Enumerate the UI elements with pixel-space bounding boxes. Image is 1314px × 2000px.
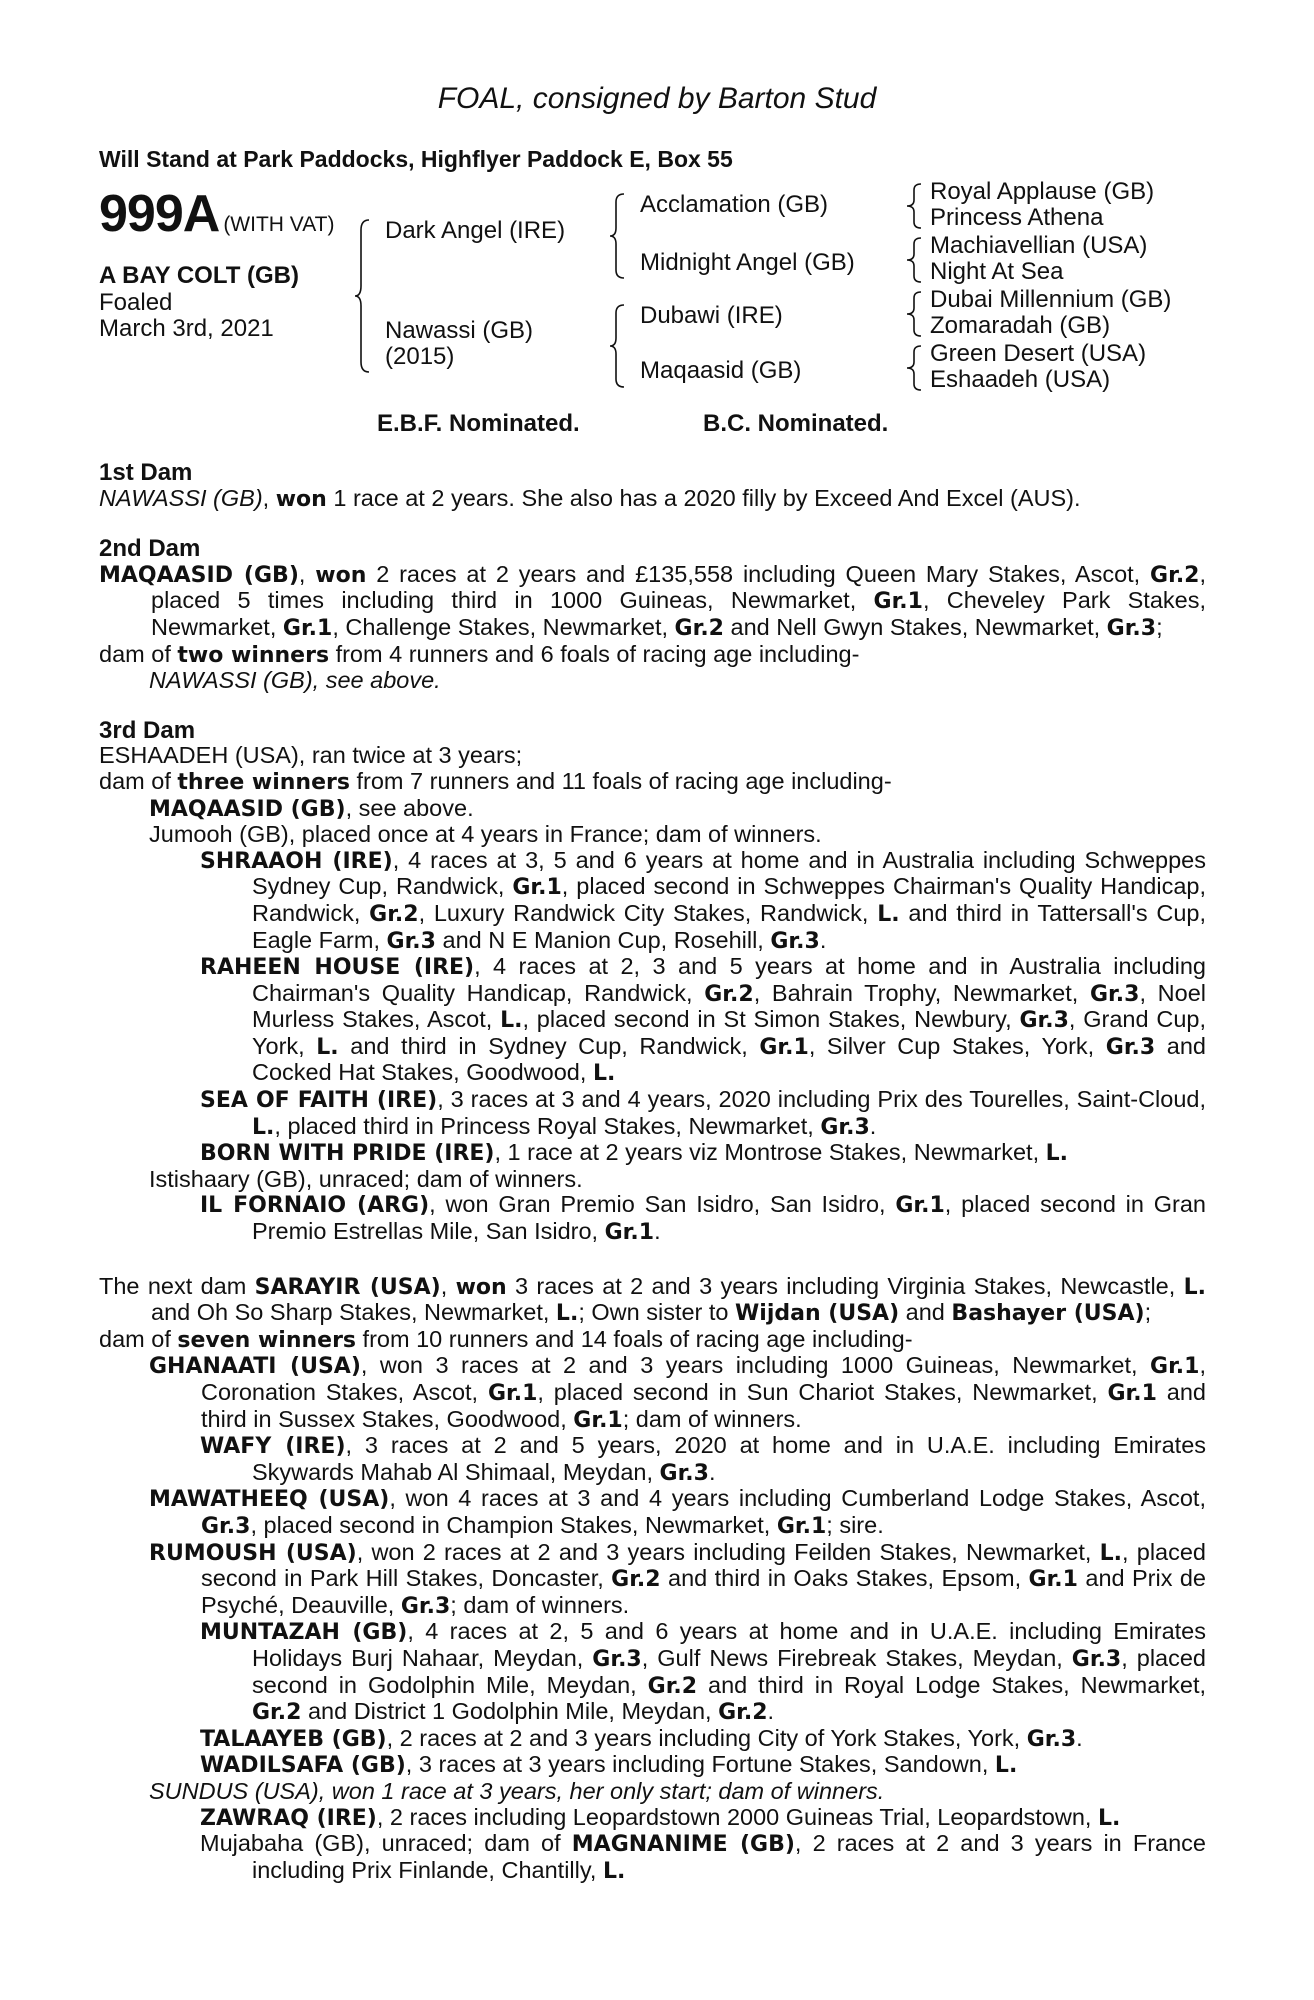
won-label: won <box>275 486 327 512</box>
produce-entry <box>99 1805 1206 1832</box>
second-dam-heading: 2nd Dam <box>99 535 201 563</box>
pedigree-dam-dam: Maqaasid (GB) <box>640 357 802 384</box>
horse-name: RUMOUSH (USA) <box>149 1540 357 1566</box>
text: , Noel Murless Stakes, Ascot, <box>252 979 1206 1033</box>
horse-name: WAFY (IRE) <box>200 1434 346 1460</box>
grade: Gr.2 <box>647 1673 698 1699</box>
text: ; Own sister to <box>578 1299 736 1326</box>
horse-name: IL FORNAIO (ARG) <box>200 1193 430 1219</box>
pedigree-gg-7: Green Desert (USA) <box>930 340 1147 367</box>
grade: L. <box>1183 1274 1206 1300</box>
pedigree-gg-5: Dubai Millennium (GB) <box>930 286 1172 313</box>
text: and third in Tattersall's Cup, Eagle Farm, <box>252 899 1206 953</box>
text: , 1 race at 2 years viz Montrose Stakes, Newmarket, <box>494 1139 1046 1166</box>
grade: Gr.3 <box>1105 1034 1156 1060</box>
text: , 3 races at 2 and 5 years, 2020 at home and in U.A.E. including Emirates Skywards Mahab Al Shimaal, Meydan, <box>252 1432 1207 1485</box>
grade: Gr.1 <box>1150 1354 1200 1380</box>
text: , won 2 races at 2 and 3 years including Feilden Stakes, Newmarket, <box>356 1538 1100 1565</box>
g-bracket-2 <box>905 236 925 284</box>
third-dam-name: ESHAADEH (USA), ran twice at 3 years; <box>99 742 523 769</box>
g-bracket-1 <box>905 182 925 230</box>
text: , 2 races at 2 and 3 years including City of York Stakes, York, <box>386 1724 1027 1751</box>
next-dam-paragraph <box>99 1274 1206 1327</box>
produce-entry: Istishaary (GB), unraced; dam of winners. <box>149 1165 583 1192</box>
g-bracket-4 <box>905 344 925 392</box>
sire-parents-bracket <box>610 192 630 280</box>
text: , <box>262 484 276 511</box>
horse-name: ZAWRAQ (IRE) <box>200 1805 377 1831</box>
grade: Gr.1 <box>1107 1381 1157 1406</box>
page-title: FOAL, consigned by Barton Stud <box>437 82 877 115</box>
grade: Gr.1 <box>759 1034 809 1060</box>
text: , <box>298 560 316 587</box>
text: , Grand Cup, York, <box>252 1006 1206 1059</box>
text: , placed 5 times including third in 1000 Guineas, Newmarket, <box>151 560 1207 614</box>
text: and <box>899 1299 952 1326</box>
vat-note: (WITH VAT) <box>223 213 335 236</box>
text: and Oh So Sharp Stakes, Newmarket, <box>151 1299 556 1326</box>
text: . <box>708 1458 716 1485</box>
text: , placed second in Schweppes Chairman's Quality Handicap, Randwick, <box>252 873 1206 926</box>
dam-name: NAWASSI (GB) <box>99 484 263 511</box>
produce-entry <box>99 1619 1206 1725</box>
grade: L. <box>1099 1540 1123 1566</box>
text: , <box>440 1272 456 1299</box>
text: 1 race at 2 years. She also has a 2020 filly by Exceed And Excel (AUS). <box>326 484 1081 511</box>
grade: L. <box>500 1008 523 1034</box>
produce-line <box>99 769 1206 796</box>
produce-entry <box>99 1140 1206 1167</box>
grade: Gr.1 <box>512 875 562 901</box>
dam-name: SARAYIR (USA) <box>254 1274 441 1300</box>
grade: Gr.3 <box>201 1513 251 1539</box>
produce-entry <box>99 1087 1206 1140</box>
text: dam of <box>99 767 178 794</box>
winners-count: two winners <box>177 642 330 668</box>
grade: L. <box>877 901 900 927</box>
grade: Gr.3 <box>659 1460 709 1486</box>
produce-entry <box>99 1486 1206 1539</box>
grade: Gr.3 <box>1106 615 1157 641</box>
text: , Silver Cup Stakes, York, <box>808 1032 1106 1059</box>
pedigree-gg-1: Royal Applause (GB) <box>930 178 1155 205</box>
text: , Coronation Stakes, Ascot, <box>201 1352 1206 1405</box>
grade: Gr.1 <box>895 1193 945 1219</box>
text: , won 4 races at 3 and 4 years including Cumberland Lodge Stakes, Ascot, <box>389 1485 1206 1512</box>
text: The next dam <box>99 1272 255 1299</box>
grade: Gr.2 <box>674 615 724 641</box>
catalogue-text <box>99 460 1206 1884</box>
text: from 10 runners and 14 foals of racing age including- <box>356 1325 913 1352</box>
grade: L. <box>592 1061 616 1087</box>
text: , placed second in St Simon Stakes, Newbury, <box>522 1006 1020 1033</box>
text: . <box>869 1112 877 1139</box>
pedigree-dam-year: (2015) <box>385 343 455 370</box>
produce-entry <box>99 1192 1206 1245</box>
text: , placed second in Gran Premio Estrellas Mile, San Isidro, <box>252 1191 1206 1245</box>
horse-description: A BAY COLT (GB) <box>99 262 300 289</box>
grade: Gr.1 <box>282 615 333 641</box>
text: , 4 races at 2, 3 and 5 years at home and in Australia including Chairman's Quality Handicap, Randwick, <box>252 953 1206 1006</box>
sire-dam-bracket <box>355 218 375 374</box>
horse-name: MUNTAZAH (GB) <box>200 1620 408 1646</box>
lot-number-value: 999A <box>99 185 220 243</box>
foaled-label: Foaled <box>99 289 173 316</box>
text: and N E Manion Cup, Rosehill, <box>435 926 771 953</box>
text: ; dam of winners. <box>622 1405 802 1432</box>
grade: L. <box>1045 1141 1069 1167</box>
text: , Cheveley Park Stakes, Newmarket, <box>151 587 1207 640</box>
pedigree-dam-sire: Dubawi (IRE) <box>640 302 783 329</box>
text: from 7 runners and 11 foals of racing age including- <box>349 767 892 794</box>
grade: L. <box>994 1753 1018 1779</box>
produce-entry <box>99 1831 1206 1884</box>
grade: Gr.3 <box>1071 1646 1122 1672</box>
pedigree-gg-8: Eshaadeh (USA) <box>930 366 1111 393</box>
text: , won Gran Premio San Isidro, San Isidro, <box>429 1191 896 1218</box>
text: , placed second in Sun Chariot Stakes, Newmarket, <box>537 1379 1108 1405</box>
horse-name: SHRAAOH (IRE) <box>200 848 393 874</box>
text: and third in Royal Lodge Stakes, Newmarket, <box>697 1671 1206 1698</box>
horse-name: MAWATHEEQ (USA) <box>149 1487 390 1513</box>
text: Mujabaha (GB), unraced; dam of <box>200 1830 572 1857</box>
text: , Challenge Stakes, Newmarket, <box>332 613 675 640</box>
third-dam-heading: 3rd Dam <box>99 716 196 744</box>
grade: Gr.2 <box>611 1567 661 1593</box>
produce-entry <box>99 1353 1206 1433</box>
text: and District 1 Godolphin Mile, Meydan, <box>301 1698 719 1725</box>
winners-count: three winners <box>177 769 350 795</box>
produce-entry <box>99 1726 1206 1753</box>
horse-name: Bashayer (USA) <box>951 1301 1145 1327</box>
text: , 2 races including Leopardstown 2000 Guineas Trial, Leopardstown, <box>376 1803 1098 1830</box>
text: and third in Oaks Stakes, Epsom, <box>660 1565 1029 1592</box>
bc-nomination: B.C. Nominated. <box>703 410 889 437</box>
pedigree-gg-2: Princess Athena <box>930 204 1104 231</box>
text: , placed second in Champion Stakes, Newmarket, <box>250 1511 777 1538</box>
produce-line <box>99 642 1206 669</box>
produce-entry <box>99 954 1206 1087</box>
grade: L. <box>252 1114 275 1140</box>
pedigree-sire-sire: Acclamation (GB) <box>640 191 829 218</box>
spacer <box>99 512 1206 536</box>
horse-name: WADILSAFA (GB) <box>200 1753 406 1779</box>
text: and Cocked Hat Stakes, Goodwood, <box>252 1032 1206 1086</box>
horse-name: TALAAYEB (GB) <box>200 1726 387 1752</box>
ebf-nomination: E.B.F. Nominated. <box>377 410 580 437</box>
grade: Gr.1 <box>776 1513 827 1539</box>
grade: Gr.2 <box>704 981 754 1007</box>
grade: Gr.2 <box>718 1700 768 1726</box>
text: , Bahrain Trophy, Newmarket, <box>753 979 1090 1006</box>
grade: Gr.3 <box>1090 981 1140 1007</box>
grade: Gr.2 <box>369 901 419 927</box>
horse-name: RAHEEN HOUSE (IRE) <box>200 955 475 981</box>
grade: Gr.2 <box>1150 562 1200 588</box>
text: and third in Sydney Cup, Randwick, <box>338 1032 760 1059</box>
pedigree-gg-3: Machiavellian (USA) <box>930 232 1148 259</box>
grade: Gr.3 <box>820 1114 870 1140</box>
produce-entry <box>99 848 1206 954</box>
horse-name: GHANAATI (USA) <box>149 1354 361 1380</box>
text: ; <box>1156 613 1163 640</box>
text: , 2 races at 2 and 3 years in France including Prix Finlande, Chantilly, <box>252 1830 1207 1883</box>
produce-entry <box>99 796 1206 823</box>
pedigree-dam-name: Nawassi (GB) <box>385 317 534 344</box>
grade: Gr.3 <box>592 1646 642 1672</box>
second-dam-paragraph <box>99 562 1206 642</box>
text: dam of <box>99 640 178 667</box>
text: , placed second in Park Hill Stakes, Doncaster, <box>201 1538 1207 1592</box>
text: . <box>767 1698 775 1725</box>
text: ; sire. <box>826 1511 884 1538</box>
foaled-date: March 3rd, 2021 <box>99 315 274 342</box>
text: 2 races at 2 years and £135,558 including Queen Mary Stakes, Ascot, <box>366 560 1151 587</box>
horse-name: MAGNANIME (GB) <box>571 1832 795 1858</box>
grade: Gr.3 <box>386 928 436 954</box>
won-label: won <box>455 1274 507 1300</box>
won-label: won <box>315 562 367 588</box>
pedigree-gg-4: Night At Sea <box>930 258 1064 285</box>
grade: Gr.3 <box>1026 1726 1077 1752</box>
produce-entry <box>99 1433 1206 1486</box>
text: , 4 races at 2, 5 and 6 years at home and in U.A.E. including Emirates Holidays Burj Nahaar, Meydan, <box>252 1618 1206 1671</box>
text: , 3 races at 3 and 4 years, 2020 including Prix des Tourelles, Saint-Cloud, <box>437 1086 1207 1113</box>
winners-count: seven winners <box>177 1327 357 1353</box>
text: , won 3 races at 2 and 3 years including 1000 Guineas, Newmarket, <box>360 1352 1151 1379</box>
text: , placed second in Godolphin Mile, Meydan, <box>252 1644 1206 1698</box>
produce-entry: NAWASSI (GB), see above. <box>149 667 441 694</box>
produce-line <box>99 1327 1206 1354</box>
first-dam-heading: 1st Dam <box>99 459 193 486</box>
first-dam-paragraph <box>99 486 1206 513</box>
grade: Gr.3 <box>770 928 820 954</box>
stand-location: Will Stand at Park Paddocks, Highflyer Paddock E, Box 55 <box>99 146 733 172</box>
pedigree-sire: Dark Angel (IRE) <box>385 217 566 244</box>
grade: L. <box>555 1301 579 1327</box>
horse-name: SEA OF FAITH (IRE) <box>200 1088 438 1114</box>
produce-entry: Jumooh (GB), placed once at 4 years in France; dam of winners. <box>149 821 822 848</box>
spacer <box>99 1246 1206 1274</box>
text: 3 races at 2 and 3 years including Virginia Stakes, Newcastle, <box>506 1272 1184 1299</box>
spacer <box>99 694 1206 718</box>
text: dam of <box>99 1325 178 1352</box>
text: , Luxury Randwick City Stakes, Randwick, <box>418 899 878 926</box>
text: ; <box>1144 1299 1152 1326</box>
dam-name: MAQAASID (GB) <box>99 562 299 588</box>
text: , see above. <box>345 794 474 821</box>
grade: Gr.2 <box>252 1700 302 1726</box>
grade: Gr.3 <box>1019 1008 1069 1034</box>
text: ; dam of winners. <box>450 1591 630 1618</box>
horse-name: BORN WITH PRIDE (IRE) <box>200 1141 495 1167</box>
grade: Gr.1 <box>604 1220 655 1246</box>
grade: Gr.3 <box>400 1593 451 1619</box>
text: , 4 races at 3, 5 and 6 years at home and in Australia including Schweppes Sydney Cup, Randwick, <box>252 846 1207 900</box>
text: . <box>819 926 827 953</box>
horse-name: MAQAASID (GB) <box>149 796 346 822</box>
text: and Nell Gwyn Stakes, Newmarket, <box>723 613 1107 640</box>
lot-number <box>99 184 335 244</box>
text: . <box>1076 1724 1083 1751</box>
grade: L. <box>316 1034 339 1060</box>
produce-entry <box>99 1540 1206 1620</box>
g-bracket-3 <box>905 290 925 338</box>
text: , 3 races at 3 years including Fortune Stakes, Sandown, <box>405 1751 995 1778</box>
grade: Gr.1 <box>573 1407 623 1433</box>
produce-entry <box>99 1752 1206 1779</box>
pedigree-dam <box>385 318 533 370</box>
grade: Gr.1 <box>487 1381 538 1406</box>
pedigree-sire-dam: Midnight Angel (GB) <box>640 249 855 276</box>
dam-parents-bracket <box>610 303 630 389</box>
text: from 4 runners and 6 foals of racing age including- <box>329 640 860 667</box>
grade: Gr.1 <box>873 589 923 615</box>
text: , placed third in Princess Royal Stakes, Newmarket, <box>274 1112 821 1139</box>
horse-name: Wijdan (USA) <box>735 1301 900 1327</box>
text: , Gulf News Firebreak Stakes, Meydan, <box>641 1644 1072 1671</box>
grade: L. <box>1097 1805 1121 1831</box>
produce-entry: SUNDUS (USA), won 1 race at 3 years, her only start; dam of winners. <box>149 1777 885 1804</box>
foaled-info <box>99 290 274 342</box>
pedigree-gg-6: Zomaradah (GB) <box>930 312 1111 339</box>
text: . <box>654 1218 661 1245</box>
text: and third in Sussex Stakes, Goodwood, <box>201 1379 1206 1432</box>
grade: L. <box>602 1858 626 1884</box>
text: and Prix de Psyché, Deauville, <box>201 1565 1206 1618</box>
grade: Gr.1 <box>1028 1567 1078 1593</box>
